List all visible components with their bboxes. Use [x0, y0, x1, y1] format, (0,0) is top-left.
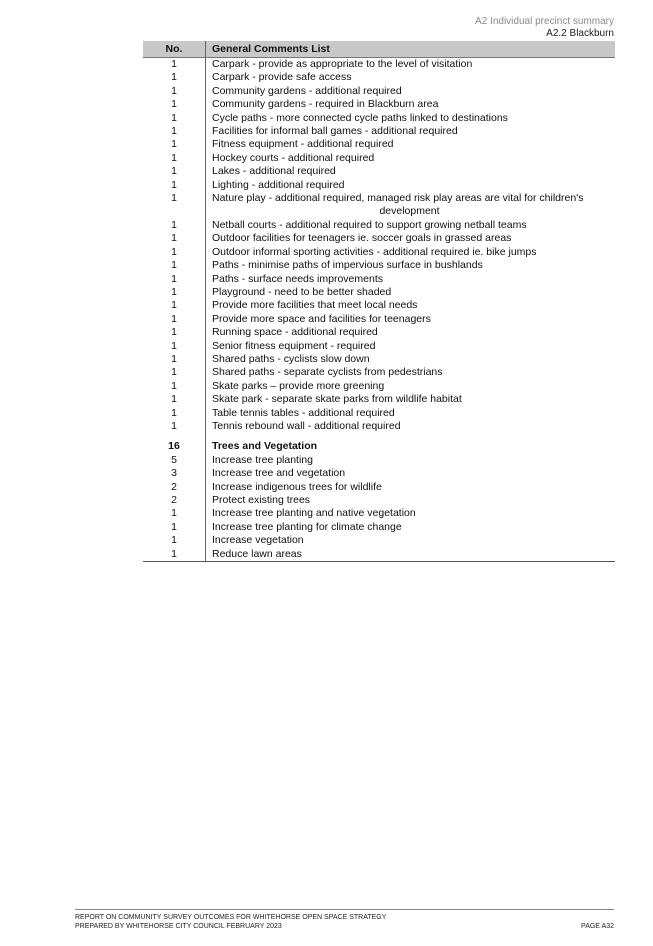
row-comment — [206, 246, 615, 259]
row-comment-text: Carpark - provide safe access — [212, 71, 352, 84]
table-row — [143, 548, 615, 561]
row-comment-text: Playground - need to be better shaded — [212, 285, 392, 298]
table-row — [143, 259, 615, 272]
row-comment — [206, 548, 615, 561]
row-count: 1 — [143, 299, 206, 312]
row-comment-text: Community gardens - additional required — [212, 84, 402, 97]
table-row — [143, 407, 615, 420]
row-count: 1 — [143, 85, 206, 98]
row-comment-text: Outdoor informal sporting activities - additional required ie. bike jumps — [212, 245, 537, 258]
page-footer — [75, 909, 614, 931]
row-count: 5 — [143, 454, 206, 467]
row-comment — [206, 232, 615, 245]
table-row — [143, 232, 615, 245]
row-comment — [206, 340, 615, 353]
row-comment-text: Trees and Vegetation — [212, 440, 318, 453]
row-count: 1 — [143, 152, 206, 165]
row-comment-text: Running space - additional required — [212, 326, 378, 339]
row-comment — [206, 85, 615, 98]
table-row — [143, 246, 615, 259]
row-count: 1 — [143, 112, 206, 125]
row-comment — [206, 286, 615, 299]
row-count: 1 — [143, 232, 206, 245]
table-row — [143, 467, 615, 480]
row-count: 1 — [143, 420, 206, 433]
row-count: 1 — [143, 179, 206, 192]
row-count: 1 — [143, 259, 206, 272]
row-comment — [206, 71, 615, 84]
row-comment — [206, 353, 615, 366]
row-count: 1 — [143, 313, 206, 326]
column-header-no: No. — [143, 41, 206, 57]
table-row — [143, 366, 615, 379]
row-comment-text: Provide more space and facilities for teenagers — [212, 312, 431, 325]
row-count: 1 — [143, 507, 206, 520]
row-comment — [206, 521, 615, 534]
row-count: 1 — [143, 286, 206, 299]
row-count: 1 — [143, 380, 206, 393]
row-comment — [206, 192, 615, 219]
row-comment-text: Senior fitness equipment - required — [212, 339, 376, 352]
row-comment — [206, 125, 615, 138]
column-header-comments: General Comments List — [212, 43, 330, 55]
row-count: 1 — [143, 393, 206, 406]
row-comment — [206, 507, 615, 520]
row-comment-text: Lighting - additional required — [212, 178, 345, 191]
row-comment — [206, 219, 615, 232]
table-row — [143, 420, 615, 433]
row-comment-text: Lakes - additional required — [212, 165, 336, 178]
table-row — [143, 138, 615, 151]
table-row — [143, 71, 615, 84]
row-comment-text: Hockey courts - additional required — [212, 151, 375, 164]
row-comment-text: Paths - surface needs improvements — [212, 272, 383, 285]
table-spacer — [143, 433, 615, 440]
row-comment — [206, 393, 615, 406]
row-comment — [206, 152, 615, 165]
row-comment — [206, 58, 615, 71]
row-comment — [206, 179, 615, 192]
row-count: 1 — [143, 98, 206, 111]
row-count: 1 — [143, 407, 206, 420]
row-comment-text: Cycle paths - more connected cycle paths linked to destinations — [212, 111, 508, 124]
row-comment-text: Facilities for informal ball games - additional required — [212, 125, 458, 138]
row-comment-text: Provide more facilities that meet local needs — [212, 299, 418, 312]
table-row — [143, 534, 615, 547]
row-comment-text: Paths - minimise paths of impervious surface in bushlands — [212, 259, 483, 272]
row-comment-text: Fitness equipment - additional required — [212, 138, 394, 151]
row-count: 1 — [143, 548, 206, 561]
row-comment-text: Netball courts - additional required to support growing netball teams — [212, 218, 527, 231]
row-count: 1 — [143, 326, 206, 339]
row-comment-text: Table tennis tables - additional required — [212, 406, 395, 419]
row-count: 1 — [143, 353, 206, 366]
table-row — [143, 192, 615, 219]
table-row — [143, 125, 615, 138]
row-comment-text: Community gardens - required in Blackburn area — [212, 98, 439, 111]
table-row — [143, 98, 615, 111]
row-count: 1 — [143, 366, 206, 379]
row-comment — [206, 366, 615, 379]
row-comment-continuation: development — [379, 205, 440, 218]
table-row — [143, 152, 615, 165]
table-row — [143, 353, 615, 366]
row-count: 1 — [143, 138, 206, 151]
section-header: A2 Individual precinct summary — [475, 16, 614, 27]
table-row — [143, 481, 615, 494]
table-body — [143, 58, 615, 562]
row-comment-text: Increase indigenous trees for wildlife — [212, 480, 382, 493]
row-comment — [206, 112, 615, 125]
table-row — [143, 326, 615, 339]
row-comment — [206, 440, 615, 453]
table-row — [143, 521, 615, 534]
row-comment-text: Increase tree and vegetation — [212, 467, 346, 480]
row-comment-text: Increase vegetation — [212, 534, 304, 547]
table-row — [143, 454, 615, 467]
row-count: 1 — [143, 58, 206, 71]
table-section-heading — [143, 440, 615, 453]
comments-table — [143, 41, 615, 562]
row-comment — [206, 259, 615, 272]
row-count: 3 — [143, 467, 206, 480]
row-count: 1 — [143, 246, 206, 259]
row-count: 1 — [143, 340, 206, 353]
table-row — [143, 380, 615, 393]
table-row — [143, 494, 615, 507]
row-comment-text: Protect existing trees — [212, 494, 311, 506]
row-comment — [206, 273, 615, 286]
row-comment-text: Increase tree planting for climate change — [212, 520, 402, 533]
row-comment-text: Increase tree planting — [212, 453, 313, 466]
row-count: 1 — [143, 273, 206, 286]
row-comment — [206, 326, 615, 339]
table-row — [143, 112, 615, 125]
row-comment-text: Skate park - separate skate parks from wildlife habitat — [212, 393, 462, 406]
row-count: 1 — [143, 165, 206, 178]
row-comment-text: Skate parks – provide more greening — [212, 379, 385, 392]
table-row — [143, 313, 615, 326]
row-comment-text: Shared paths - cyclists slow down — [212, 352, 370, 365]
table-row — [143, 273, 615, 286]
row-comment-text: Increase tree planting and native vegetation — [212, 507, 416, 520]
table-row — [143, 393, 615, 406]
table-row — [143, 286, 615, 299]
table-row — [143, 165, 615, 178]
table-row — [143, 299, 615, 312]
row-comment — [206, 380, 615, 393]
row-comment-text: Reduce lawn areas — [212, 547, 302, 560]
table-header — [143, 41, 615, 58]
row-comment — [206, 420, 615, 433]
footer-report-title: REPORT ON COMMUNITY SURVEY OUTCOMES FOR WHITEHORSE OPEN SPACE STRATEGY — [75, 914, 387, 921]
row-comment — [206, 407, 615, 420]
page-number: PAGE A32 — [581, 923, 614, 930]
row-count: 1 — [143, 534, 206, 547]
row-count: 1 — [143, 192, 206, 219]
table-row — [143, 85, 615, 98]
row-count: 1 — [143, 521, 206, 534]
row-comment — [206, 138, 615, 151]
row-count: 16 — [143, 440, 206, 453]
row-comment — [206, 433, 615, 440]
table-row — [143, 179, 615, 192]
row-count — [143, 433, 206, 440]
row-comment — [206, 494, 615, 507]
row-comment — [206, 481, 615, 494]
table-row — [143, 58, 615, 71]
row-comment-text: Nature play - additional required, managed risk play areas are vital for children's — [212, 192, 584, 205]
table-row — [143, 340, 615, 353]
row-comment — [206, 454, 615, 467]
row-comment-text: Carpark - provide as appropriate to the level of visitation — [212, 58, 473, 70]
row-count: 2 — [143, 481, 206, 494]
row-comment — [206, 313, 615, 326]
row-comment — [206, 98, 615, 111]
row-comment — [206, 467, 615, 480]
row-comment-text: Shared paths - separate cyclists from pedestrians — [212, 366, 443, 379]
row-count: 1 — [143, 219, 206, 232]
row-comment — [206, 534, 615, 547]
row-count: 2 — [143, 494, 206, 507]
row-count: 1 — [143, 125, 206, 138]
table-row — [143, 219, 615, 232]
row-count: 1 — [143, 71, 206, 84]
row-comment — [206, 299, 615, 312]
row-comment-text: Tennis rebound wall - additional required — [212, 419, 401, 432]
row-comment — [206, 165, 615, 178]
footer-prepared-by: PREPARED BY WHITEHORSE CITY COUNCIL FEBRUARY 2023 — [75, 923, 282, 930]
table-row — [143, 507, 615, 520]
row-comment-text: Outdoor facilities for teenagers ie. soccer goals in grassed areas — [212, 232, 512, 245]
subsection-header: A2.2 Blackburn — [546, 28, 614, 39]
